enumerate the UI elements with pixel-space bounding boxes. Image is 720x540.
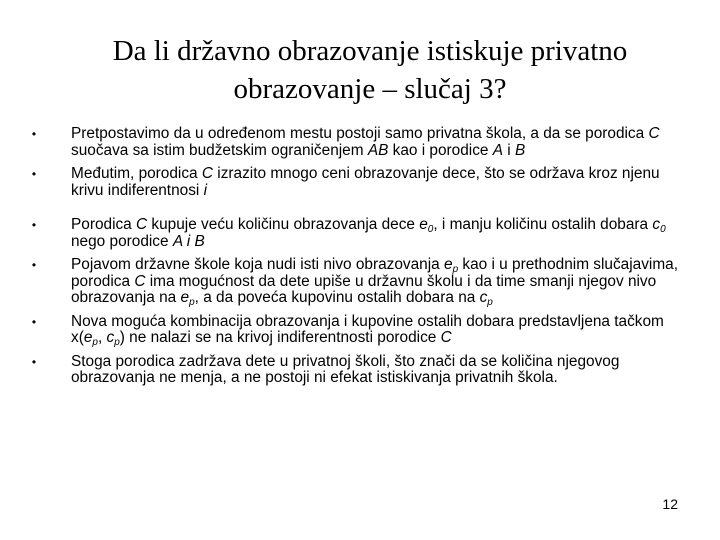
bullet-text [71,313,664,347]
text-segment: kao i u prethodnim slučajavima, porodica [71,256,678,290]
text-segment: ) ne nalazi se na krivoj indiferentnosti porodice [119,329,441,346]
italic-text: e [180,289,190,306]
bullet-text [71,165,660,199]
italic-text: e [419,216,428,233]
bullet-dot: • [31,314,37,329]
italic-text: e [444,256,453,273]
subscript-text: p [487,297,493,308]
bullet-dot: • [31,127,37,141]
bullet-dot: • [31,218,37,232]
bullet-item [27,354,687,387]
text-segment: kupuje veću količinu obrazovanja dece [147,216,420,233]
text-segment: suočava sa istim budžetskim ograničenjem [71,141,368,159]
italic-text: c [479,289,488,306]
bullet-list [27,126,687,387]
text-segment: , a da poveća kupovinu ostalih dobara na [194,289,480,306]
italic-text: C [201,165,214,182]
text-segment: kao i porodice [388,141,493,159]
bullet-item [27,126,687,159]
bullet-item [27,166,687,199]
bullet-dot: • [31,354,37,369]
italic-text: C [440,329,452,346]
bullet-item [27,314,687,347]
slide-title [40,32,700,108]
text-segment: izrazito mnogo ceni obrazovanje dece, što se održava kroz njenu krivu indiferentnosi [71,165,660,199]
subscript-text: 0 [660,224,666,235]
text-segment: Pretpostavimo da u određenom mestu postoji samo privatna škola, a da se porodica [71,125,649,142]
subscript-text: p [452,264,459,275]
italic-text: c [652,216,661,233]
text-segment: Nova moguća kombinacija obrazovanja i kupovine ostalih dobara predstavljena tačkom x( [71,312,664,346]
slide-title-line-2: obrazovanje – slučaj 3? [233,73,507,105]
subscript-text: p [92,337,98,348]
italic-text: A i B [172,232,205,250]
italic-text: C [134,272,146,290]
bullet-text [71,125,660,159]
italic-text: AB [367,141,389,159]
slide-title-line-1: Da li državno obrazovanje istiskuje privatno [112,35,628,67]
italic-text: c [106,329,115,346]
bullet-text [71,216,666,250]
bullet-text [71,353,619,387]
text-segment: Međutim, porodica [71,165,202,182]
italic-text: i [203,181,208,199]
italic-text: C [136,216,148,233]
italic-text: C [648,125,660,142]
subscript-text: p [189,297,195,308]
text-segment: Stoga porodica zadržava dete u privatnoj školi, što znači da se količina njegovog obrazovanja ne menja, a ne postoji ni efekat istiskivanja privatnih škola. [71,352,620,386]
bullet-item [27,257,687,307]
text-segment: i [503,141,515,159]
italic-text: e [83,329,93,346]
bullet-dot: • [31,167,37,181]
subscript-text: 0 [427,224,434,235]
bullet-item [27,217,687,250]
text-segment: Porodica [71,216,137,233]
italic-text: B [515,141,526,159]
italic-text: A [492,141,504,159]
bullet-dot: • [31,258,37,272]
text-segment: , [97,329,107,346]
text-segment: nego porodice [71,232,173,250]
text-segment: , i manju količinu ostalih dobara [433,216,653,233]
subscript-text: p [114,337,120,348]
text-segment: ima mogućnost da dete upiše u državnu školu i da time smanji njegov nivo obrazovanja na [71,272,657,306]
page-number: 12 [662,496,678,512]
bullet-text [71,256,678,306]
text-segment: Pojavom državne škole koja nudi isti nivo obrazovanja [71,256,444,273]
